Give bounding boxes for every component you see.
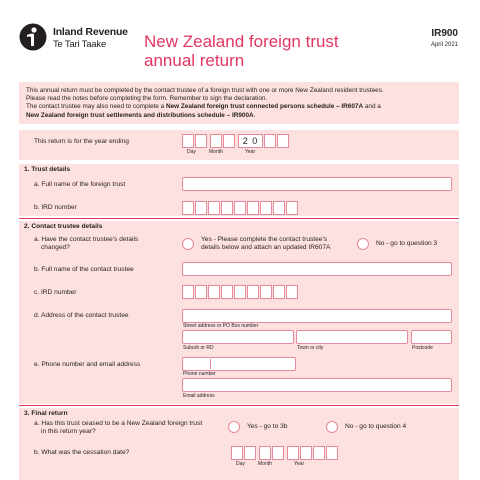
ceased-trust-label-line-2: in this return year?: [41, 428, 96, 435]
year-ending-label: This return is for the year ending: [34, 138, 129, 145]
cessation-date-field[interactable]: [231, 446, 339, 460]
section-divider: [19, 218, 459, 219]
ird-digit-box[interactable]: [182, 201, 194, 215]
cessation-date-label: b. What was the cessation date?: [34, 449, 130, 456]
ird-digit-box[interactable]: [260, 201, 272, 215]
ird-digit-box[interactable]: [208, 201, 220, 215]
cessation-day-caption: Day: [236, 461, 245, 467]
day-caption: Day: [187, 149, 196, 155]
ceased-trust-label: [34, 420, 202, 436]
day-digit-box[interactable]: [231, 446, 243, 460]
month-digit-box[interactable]: [223, 134, 235, 148]
section-divider: [19, 405, 459, 406]
town-city-caption: Town or city: [297, 345, 324, 351]
ird-digit-box[interactable]: [195, 285, 207, 299]
trustee-changed-yes-line-1: Yes - Please complete the contact trustee's: [201, 236, 327, 243]
ird-digit-box[interactable]: [273, 201, 285, 215]
month-digit-box[interactable]: [272, 446, 284, 460]
cessation-month-caption: Month: [258, 461, 272, 467]
year-digit-box[interactable]: [287, 446, 299, 460]
logo-text-english: Inland Revenue: [53, 26, 128, 38]
month-caption: Month: [209, 149, 223, 155]
section-contact-trustee: [19, 221, 459, 404]
section-3-heading: 3. Final return: [24, 410, 68, 417]
ird-digit-box[interactable]: [260, 285, 272, 299]
trustee-changed-yes-label: [201, 236, 330, 252]
phone-email-label: e. Phone number and email address: [34, 361, 141, 368]
day-digit-box[interactable]: [182, 134, 194, 148]
ird-digit-box[interactable]: [221, 285, 233, 299]
section-1-heading: 1. Trust details: [24, 166, 71, 173]
street-address-caption: Street address or PO Box number: [183, 323, 259, 329]
ceased-trust-no-label: No - go to question 4: [345, 423, 407, 430]
ird-digit-box[interactable]: [208, 285, 220, 299]
ird-digit-box[interactable]: [286, 285, 298, 299]
year-digit-box[interactable]: [300, 446, 312, 460]
day-digit-box[interactable]: [244, 446, 256, 460]
trustee-changed-no-label: No - go to question 3: [376, 240, 438, 247]
postcode-input[interactable]: [411, 330, 452, 344]
month-digit-box[interactable]: [259, 446, 271, 460]
ird-digit-box[interactable]: [221, 201, 233, 215]
trustee-changed-no-radio[interactable]: [357, 238, 369, 250]
email-address-input[interactable]: [182, 378, 452, 392]
trustee-ird-number-field[interactable]: [182, 285, 299, 299]
section-2-heading: 2. Contact trustee details: [24, 223, 103, 230]
trust-name-input[interactable]: [182, 177, 452, 191]
year-ending-panel: [19, 130, 459, 160]
phone-number-input[interactable]: [182, 357, 296, 371]
area-code-divider: [210, 359, 211, 369]
trustee-changed-label-line-1: a. Have the contact trustee's details: [34, 236, 139, 243]
intro-line-4-end: .: [253, 111, 256, 119]
month-digit-box[interactable]: [210, 134, 222, 148]
trustee-changed-label: [34, 236, 138, 252]
trustee-changed-yes-line-2: details below and attach an updated IR607A: [201, 244, 331, 251]
page-title: [144, 32, 339, 70]
year-prefix-box: 2 0: [238, 134, 263, 148]
ird-digit-box[interactable]: [195, 201, 207, 215]
town-city-input[interactable]: [296, 330, 408, 344]
ird-digit-box[interactable]: [234, 201, 246, 215]
cessation-year-caption: Year: [294, 461, 305, 467]
intro-line-3-text: The contact trustee may also need to complete a: [26, 103, 166, 111]
trustee-name-label: b. Full name of the contact trustee: [34, 266, 134, 273]
ird-digit-box[interactable]: [247, 285, 259, 299]
intro-line-3: [26, 103, 452, 111]
section-final-return: [19, 408, 459, 480]
intro-line-4: [26, 112, 452, 120]
intro-ir900a-reference: New Zealand foreign trust settlements and distributions schedule – IR900A: [26, 111, 254, 119]
ceased-trust-yes-radio[interactable]: [228, 421, 240, 433]
intro-panel: [19, 82, 459, 124]
trust-ird-number-field[interactable]: [182, 201, 299, 215]
logo-text-maori: Te Tari Taake: [53, 39, 107, 50]
street-address-input[interactable]: [182, 309, 452, 323]
ird-digit-box[interactable]: [247, 201, 259, 215]
intro-ir607a-reference: New Zealand foreign trust connected persons schedule – IR607A: [165, 103, 364, 111]
postcode-caption: Postcode: [412, 345, 433, 351]
trustee-changed-yes-radio[interactable]: [182, 238, 194, 250]
trustee-ird-label: c. IRD number: [34, 289, 77, 296]
title-line-1: New Zealand foreign trust: [144, 32, 339, 51]
year-caption: Year: [245, 149, 256, 155]
intro-line-3-end: and a: [363, 103, 381, 111]
ceased-trust-yes-label: Yes - go to 3b: [247, 423, 288, 430]
ird-digit-box[interactable]: [234, 285, 246, 299]
ceased-trust-label-line-1: a. Has this trust ceased to be a New Zealand foreign trust: [34, 420, 203, 427]
trust-ird-label: b. IRD number: [34, 204, 77, 211]
ird-digit-box[interactable]: [182, 285, 194, 299]
form-date: April 2021: [430, 42, 458, 48]
trustee-name-input[interactable]: [182, 262, 452, 276]
year-ending-date-field[interactable]: [182, 134, 290, 148]
inland-revenue-logo-icon: [19, 23, 47, 51]
email-caption: Email address: [183, 393, 215, 399]
ird-digit-box[interactable]: [286, 201, 298, 215]
trustee-address-label: d. Address of the contact trustee: [34, 312, 129, 319]
year-digit-box[interactable]: [313, 446, 325, 460]
title-line-2: annual return: [144, 51, 245, 70]
phone-caption: Phone number: [183, 371, 216, 377]
trustee-changed-label-line-2: changed?: [41, 244, 70, 251]
form-header: [0, 0, 480, 78]
suburb-caption: Suburb or RD: [183, 345, 214, 351]
trust-name-label: a. Full name of the foreign trust: [34, 181, 126, 188]
day-digit-box[interactable]: [195, 134, 207, 148]
year-digit-box[interactable]: [264, 134, 276, 148]
intro-line-1: This annual return must be completed by the contact trustee of a foreign trust with one or more New Zealand resident trustees.: [26, 87, 384, 94]
year-digit-box[interactable]: [326, 446, 338, 460]
section-trust-details: [19, 164, 459, 216]
intro-line-2: Please read the notes before completing the form. Remember to sign the declaration.: [26, 95, 268, 103]
suburb-input[interactable]: [182, 330, 294, 344]
ceased-trust-no-radio[interactable]: [326, 421, 338, 433]
ird-digit-box[interactable]: [273, 285, 285, 299]
form-code: IR900: [431, 28, 458, 39]
year-digit-box[interactable]: [277, 134, 289, 148]
